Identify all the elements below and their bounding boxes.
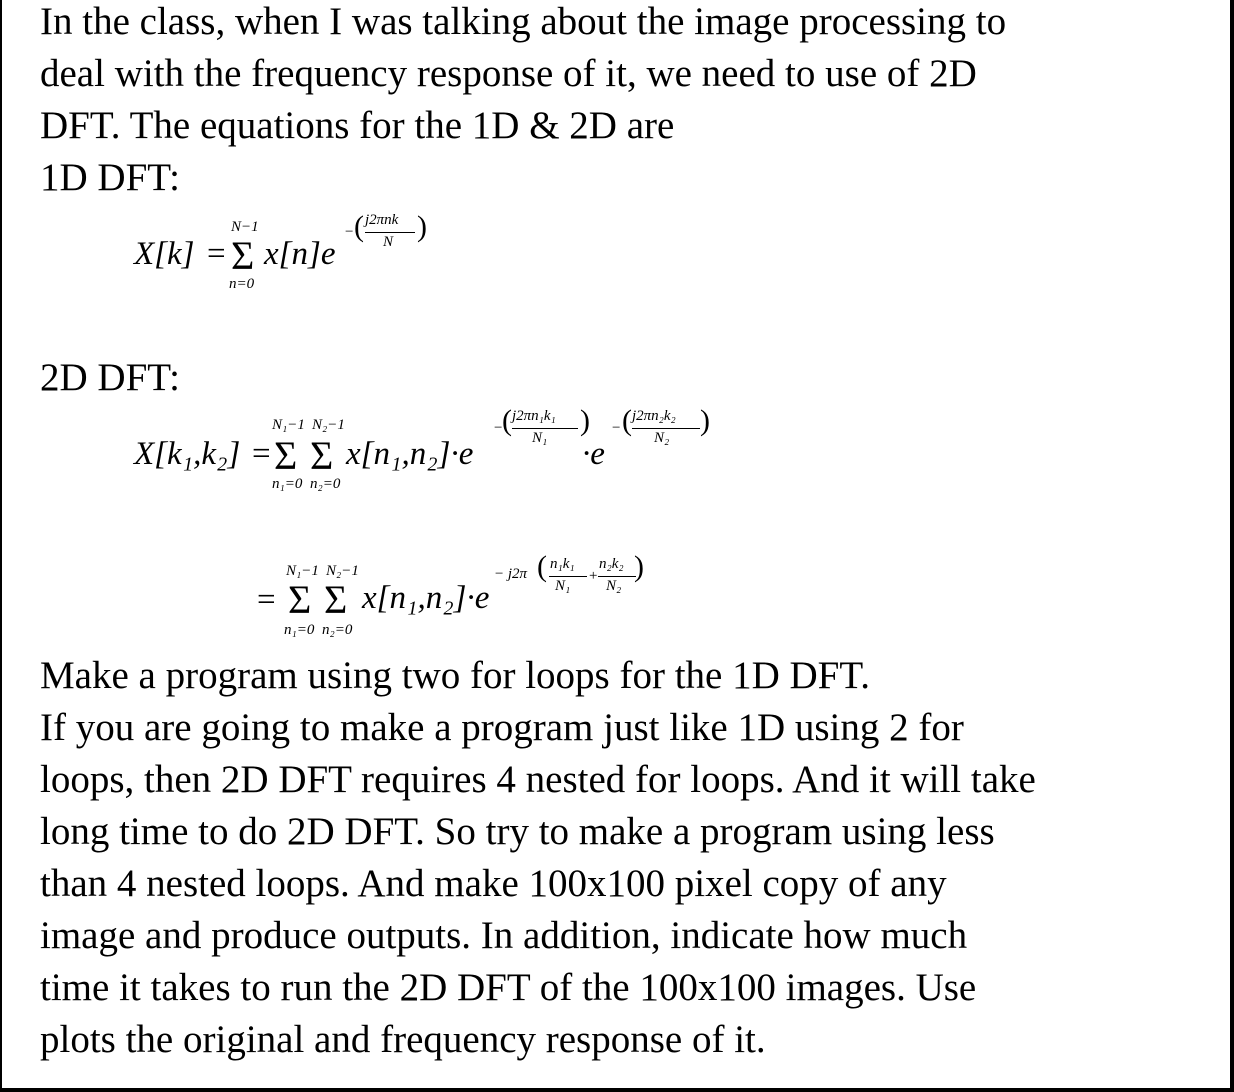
eq1-upper-limit: N−1 <box>231 219 259 235</box>
eq1-exp-rparen: ) <box>417 210 427 243</box>
eq2-exp1-lparen: ( <box>502 404 512 437</box>
eq2-second-exponential: ·e <box>582 436 605 472</box>
eq1-exp-minus: − <box>345 224 354 240</box>
eq2-upper-limit-1: N₁−1 <box>272 417 305 433</box>
document-page <box>2 0 1230 1088</box>
eq3-exp-fraction-bar-2 <box>598 576 636 577</box>
eq3-lower-limit-1: n₁=0 <box>284 622 315 638</box>
eq1-exp-lparen: ( <box>354 210 364 243</box>
text-line: DFT. The equations for the 1D & 2D are <box>40 104 675 147</box>
eq3-sigma-2: Σ <box>324 577 348 622</box>
eq3-exp-plus: + <box>589 568 598 584</box>
eq3-body: x[n₁,n₂]·e <box>362 580 490 616</box>
eq3-exp-denominator-1: N₁ <box>555 578 571 594</box>
eq2-sigma-2: Σ <box>310 433 334 478</box>
eq2-lhs: X[k₁,k₂] <box>134 436 241 472</box>
eq1-equals: = <box>207 236 226 272</box>
eq3-exp-numerator-1: n₁k₁ <box>550 556 575 572</box>
eq3-upper-limit-2: N₂−1 <box>326 563 359 579</box>
eq2-body: x[n₁,n₂]·e <box>346 436 474 472</box>
assignment-paragraph <box>40 650 1036 1066</box>
text-line: plots the original and frequency response of it. <box>40 1018 766 1061</box>
section-heading-2d: 2D DFT: <box>40 356 180 399</box>
eq2-exp1-rparen: ) <box>580 404 590 437</box>
eq3-equals: = <box>257 582 276 618</box>
section-heading-1d: 1D DFT: <box>40 156 180 199</box>
text-line: time it takes to run the 2D DFT of the 100x100 images. Use <box>40 966 977 1009</box>
eq3-exp-lparen: ( <box>537 550 547 583</box>
text-line: long time to do 2D DFT. So try to make a program using less <box>40 810 995 853</box>
eq2-upper-limit-2: N₂−1 <box>312 417 345 433</box>
eq3-exp-numerator-2: n₂k₂ <box>599 556 624 572</box>
text-line: If you are going to make a program just like 1D using 2 for <box>40 706 964 749</box>
text-line: deal with the frequency response of it, we need to use of 2D <box>40 52 977 95</box>
eq2-exp1-denominator: N₁ <box>532 430 548 446</box>
eq3-upper-limit-1: N₁−1 <box>286 563 319 579</box>
eq2-exp2-denominator: N₂ <box>654 430 670 446</box>
eq2-exp2-numerator: j2πn₂k₂ <box>632 408 676 424</box>
text-line: than 4 nested loops. And make 100x100 pixel copy of any <box>40 862 947 905</box>
eq2-exp2-minus: − <box>612 420 621 436</box>
eq2-sigma-1: Σ <box>274 433 298 478</box>
eq3-exp-denominator-2: N₂ <box>606 578 622 594</box>
eq1-body: x[n]e <box>264 236 336 272</box>
eq2-lower-limit-2: n₂=0 <box>310 476 341 492</box>
text-line: loops, then 2D DFT requires 4 nested for loops. And it will take <box>40 758 1036 801</box>
eq2-exp1-numerator: j2πn₁k₁ <box>512 408 556 424</box>
eq2-exp1-minus: − <box>494 420 503 436</box>
eq1-lhs: X[k] <box>134 236 195 272</box>
eq3-exp-rparen: ) <box>634 550 644 583</box>
eq2-exp2-rparen: ) <box>700 404 710 437</box>
eq3-exp-fraction-bar-1 <box>549 576 587 577</box>
text-line: image and produce outputs. In addition, indicate how much <box>40 914 968 957</box>
eq2-exp2-lparen: ( <box>622 404 632 437</box>
equation-2d-dft-combined <box>2 0 1230 660</box>
eq1-lower-limit: n=0 <box>229 276 255 292</box>
eq3-exp-prefix: − j2π <box>494 566 528 582</box>
eq3-sigma-1: Σ <box>288 577 312 622</box>
eq1-sigma: Σ <box>231 233 255 278</box>
eq2-equals: = <box>252 436 271 472</box>
eq1-exp-denominator: N <box>383 234 394 250</box>
text-line: In the class, when I was talking about the image processing to <box>40 0 1007 43</box>
eq2-lower-limit-1: n₁=0 <box>272 476 303 492</box>
eq3-lower-limit-2: n₂=0 <box>322 622 353 638</box>
eq1-exp-numerator: j2πnk <box>365 212 399 228</box>
text-line: Make a program using two for loops for the 1D DFT. <box>40 654 871 697</box>
